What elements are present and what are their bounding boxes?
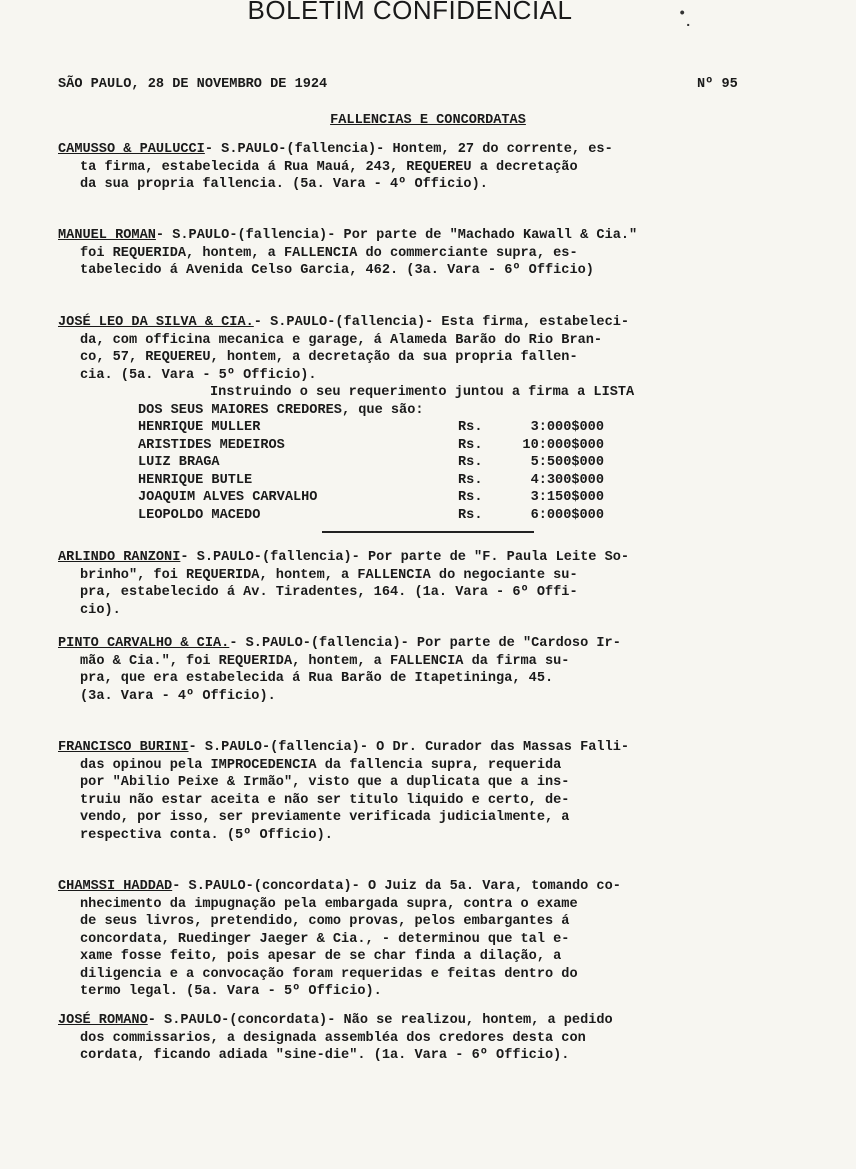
bulletin-title: BOLETIM CONFIDENCIAL [247, 0, 573, 25]
entry-name: FRANCISCO BURINI [58, 740, 189, 755]
creditor-row: ARISTIDES MEDEIROS Rs. 10:000$000 [138, 437, 604, 453]
creditor-row: LEOPOLDO MACEDO Rs. 6:000$000 [138, 507, 604, 523]
divider-line [322, 531, 534, 533]
entry-name: CAMUSSO & PAULUCCI [58, 142, 205, 157]
creditor-row: HENRIQUE BUTLE Rs. 4:300$000 [138, 472, 604, 488]
entry-camusso-paulucci: CAMUSSO & PAULUCCI- S.PAULO-(fallencia)- Hontem, 27 do corrente, es- ta firma, estabelecida á Rua Mauá, 243, REQUEREU a decretação da sua propria fallencia. (5a. Vara - 4º Officio). [58, 142, 613, 192]
entry-manuel-roman: MANUEL ROMAN- S.PAULO-(fallencia)- Por parte de "Machado Kawall & Cia." foi REQUERIDA, hontem, a FALLENCIA do commerciante supra, es- tabelecido á Avenida Celso Garcia, 462. (3a. Vara - 6º Officio) [58, 228, 638, 278]
entry-pinto-carvalho: PINTO CARVALHO & CIA.- S.PAULO-(fallencia)- Por parte de "Cardoso Ir- mão & Cia.", foi REQUERIDA, hontem, a FALLENCIA da firma su- pra, que era estabelecida á Rua Barão de Itapetininga, 45. (3a. Vara - 4º Officio). [58, 636, 621, 704]
creditor-row: JOAQUIM ALVES CARVALHO Rs. 3:150$000 [138, 490, 604, 505]
creditors-list [138, 419, 604, 524]
creditor-row: LUIZ BRAGA Rs. 5:500$000 [138, 455, 604, 470]
dateline: SÃO PAULO, 28 DE NOVEMBRO DE 1924 [58, 77, 328, 92]
entry-name: PINTO CARVALHO & CIA. [58, 636, 230, 651]
stray-mark: · [684, 18, 693, 34]
section-title: FALLENCIAS E CONCORDATAS [330, 113, 526, 128]
entry-chamssi-haddad: CHAMSSI HADDAD- S.PAULO-(concordata)- O Juiz da 5a. Vara, tomando co- nhecimento da impugnação pela embargada supra, contra o exame de seus livros, pretendido, como provas, pelos embargantes á concordata, Ruedinger Jaeger & Cia., - determinou que tal e- xame fosse feito, pois apesar de se char finda a dilação, a diligencia e a convocação foram requeridas e feitas dentro do termo legal. (5a. Vara - 5º Officio). [58, 879, 621, 999]
entry-jose-romano: JOSÉ ROMANO- S.PAULO-(concordata)- Não se realizou, hontem, a pedido dos commissarios, a designada assembléa dos credores desta con cordata, ficando adiada "sine-die". (1a. Vara - 6º Officio). [58, 1013, 613, 1063]
entry-name: JOSÉ LEO DA SILVA & CIA. [58, 315, 254, 330]
creditor-row: HENRIQUE MULLER Rs. 3:000$000 [138, 420, 604, 435]
entry-arlindo-ranzoni: ARLINDO RANZONI- S.PAULO-(fallencia)- Por parte de "F. Paula Leite So- brinho", foi REQUERIDA, hontem, a FALLENCIA do negociante su- pra, estabelecido á Av. Tiradentes, 164. (1a. Vara - 6º Offi- cio). [58, 550, 630, 618]
bulletin-number: Nº 95 [697, 77, 738, 92]
stray-mark: • [678, 6, 687, 22]
entry-jose-leo-da-silva: JOSÉ LEO DA SILVA & CIA.- S.PAULO-(fallencia)- Esta firma, estabeleci- da, com officina mecanica e garage, á Alameda Barão do Rio Bran- co, 57, REQUEREU, hontem, a decretação da sua propria fallen- cia. (5a. Vara - 5º Officio). Instruindo o seu requerimento juntou a firma a LISTA DOS SEUS MAIORES CREDORES, que são: [58, 315, 635, 418]
entry-francisco-burini: FRANCISCO BURINI- S.PAULO-(fallencia)- O Dr. Curador das Massas Falli- das opinou pela IMPROCEDENCIA da fallencia supra, requerida por "Abilio Peixe & Irmão", visto que a duplicata que a ins- truiu não estar aceita e não ser titulo liquido e certo, de- vendo, por isso, ser previamente verificada judicialmente, a respectiva conta. (5º Officio). [58, 740, 630, 843]
entry-name: MANUEL ROMAN [58, 228, 156, 243]
entry-name: JOSÉ ROMANO [58, 1013, 148, 1028]
entry-name: CHAMSSI HADDAD [58, 879, 173, 894]
entry-name: ARLINDO RANZONI [58, 550, 181, 565]
